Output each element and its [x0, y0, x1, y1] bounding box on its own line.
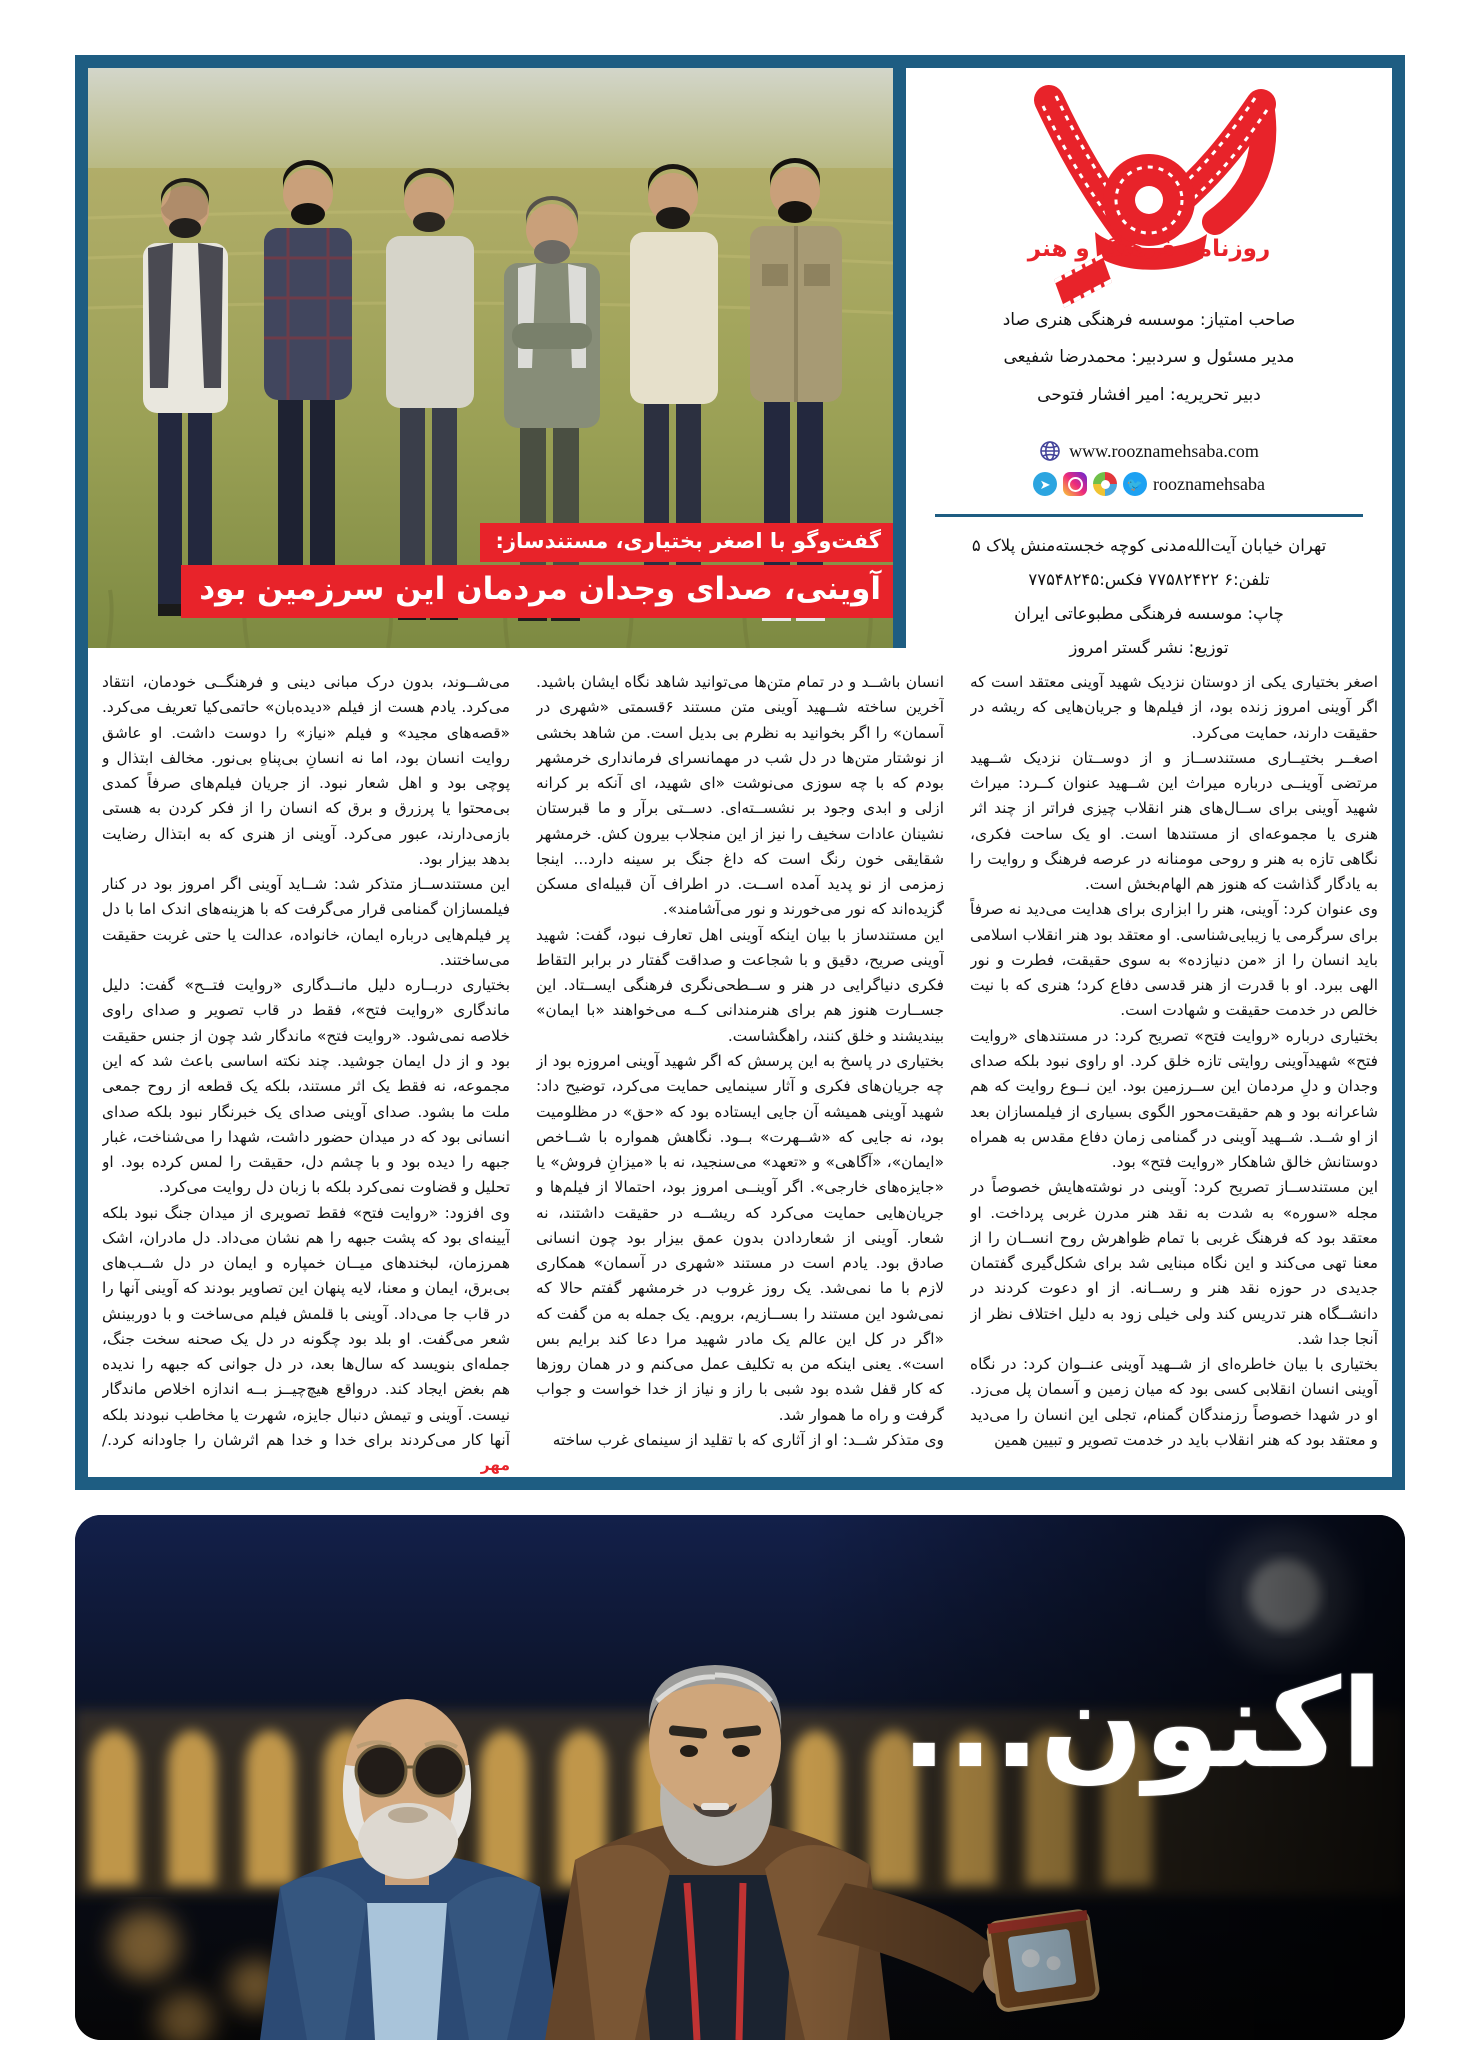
top-section-inner: [88, 68, 1392, 1477]
headline-title: آوینی، صدای وجدان مردمان این سرزمین بود: [181, 565, 893, 618]
twitter-icon[interactable]: 🐦: [1123, 472, 1147, 496]
paragraph: اصغر بختیاری یکی از دوستان نزدیک شهید آوینی معتقد است که اگر آوینی امروز زنده بود، از فیلم‌ها و جریان‌هایی که ریشه در حقیقت دارند، حمایت می‌کرد.: [970, 673, 1378, 742]
paragraph: انسان باشــد و در تمام متن‌ها می‌توانید شاهد نگاه ایشان باشید. آخرین ساخته شــهید آوینی متن مستند ۶قسمتی «شهری در آسمان» را اگر بخوانید به نظرم بی بدیل است. من شاهد بخشی از نوشتار متن‌ها در دل شب در مهمانسرای فرمانداری خرمشهر بودم که با چه سوزی می‌نوشت «ای شهید، ای آنکه بر کرانه ازلی و ابدی وجود بر نشســته‌ای. دســتی برآر و ما قبرستان نشینان عادات سخیف را نیز از این منجلاب بیرون کش. خرمشهر شقایقی خون رنگ است که داغ جنگ بر سینه دارد... اینجا زمزمی از نو پدید آمده اســت. در اطراف آن قبیله‌ای مسکن گزیده‌اند که نور می‌خورند و نور می‌آشامند».: [536, 673, 944, 919]
article-column-2: [536, 670, 944, 1477]
paragraph: این مستندســاز متذکر شد: شــاید آوینی اگر امروز بود در کنار فیلمسازان گمنامی قرار می‌گرفت که با هزینه‌های اندک اما با دل پر فیلم‌هایی درباره ایمان، خانواده، عدالت یا حتی غربت حقیقت می‌ساختند.: [102, 875, 510, 969]
newspaper-tagline: روزنامه فرهنگ و هنر: [1027, 236, 1271, 262]
editorial-secretary-line: دبیر تحریریه: امیر افشار فتوحی: [1037, 384, 1261, 405]
paragraph: بختیاری با بیان خاطره‌ای از شــهید آوینی عنــوان کرد: در نگاه آوینی انسان انقلابی کسی بود که میان زمین و آسمان پل می‌زد. او در شهدا خصوصاً رزمندگان گمنام، تجلی این انسان را می‌دید و معتقد بود که هنر انقلاب باید در خدمت تصویر و تبیین همین: [970, 1355, 1378, 1449]
photo-masthead-divider: [893, 68, 906, 648]
article-column-3: [102, 670, 510, 1477]
paragraph: بختیاری درباره «روایت فتح» تصریح کرد: در مستندهای «روایت فتح» شهیدآوینی روایتی تازه خلق کرد. او راوی نبود بلکه صدای وجدان و دلِ مردمان این ســرزمین بود. این نــوع روایت که هم شاعرانه بود و هم حقیقت‌محور الگوی بسیاری از فیلمسازان بعد از او شــد. شــهید آوینی در گمنامی زمان دفاع مقدس به همراه دوستانش خالق شاهکار «روایت فتح» بود.: [970, 1026, 1378, 1172]
contact-block: [906, 529, 1392, 664]
article-body: [88, 661, 1392, 1477]
printing-line: چاپ: موسسه فرهنگی مطبوعاتی ایران: [1014, 603, 1284, 623]
address-line: تهران خیابان آیت‌الله‌مدنی کوچه خجسته‌منش پلاک ۵: [971, 536, 1327, 556]
masthead-divider-rule: [935, 514, 1363, 517]
website-url[interactable]: www.rooznamehsaba.com: [1069, 440, 1259, 461]
article-column-1: [970, 670, 1378, 1477]
paragraph: [102, 1201, 510, 1477]
paragraph: می‌شــوند، بدون درک مبانی دینی و فرهنگــی خودمان، انتقاد می‌کرد. یادم هست از فیلم «دیده‌بان» حاتمی‌کیا تعریف می‌کرد. «قصه‌های مجید» و فیلم «نیاز» را دوست داشت. او عاشق روایت انسان بود، اما نه انسانِ بی‌پناهِ بی‌نور. مخالف ابتذال و پوچی بود و اهل شعار نبود. از جریان فیلم‌های صرفاً کمدی بی‌محتوا یا پرزرق و برق که انسان را از فکر کردن به هستی بازمی‌دارند، عبور می‌کرد. آوینی از هنری که به ابتذال رضایت بدهد بیزار بود.: [102, 673, 510, 868]
paragraph: بختیاری دربــاره دلیل مانــدگاری «روایت فتــح» گفت: دلیل ماندگاری «روایت فتح»، فقط در قاب تصویر و صدای راوی خلاصه نمی‌شود. «روایت فتح» ماندگار شد چون از جنس حقیقت بود و از دل ایمان جوشید. چند نکته اساسی باعث شد که این مجموعه، نه فقط یک اثر مستند، بلکه یک قطعه از روح جمعی ملت ما بشود. صدای آوینی صدای یک خبرنگار نبود بلکه صدای انسانی بود که در میدان حضور داشت، شهدا را می‌شناخت، غبار جبهه را دیده بود و با چشم دل، حقیقت را لمس کرده بود. او تحلیل و قضاوت نمی‌کرد بلکه با زبان دل روایت می‌کرد.: [102, 976, 510, 1197]
paragraph: اصغــر بختیــاری مستندســاز و از دوســتان نزدیک شــهید مرتضی آوینــی درباره میراث این شــهید عنوان کــرد: میراث شهید آوینی برای ســال‌های هنر انقلاب چیزی فراتر از چند اثر هنری یا مجموعه‌ای از مستندها است. او یک ساحت فکری، نگاهی تازه به هنر و روحی مومنانه در عرصه فرهنگ و روایت را به یادگار گذاشت که هنوز هم الهام‌بخش است.: [970, 748, 1378, 894]
masthead-credits: [906, 302, 1392, 414]
news-agency-tag: مهر: [480, 1456, 510, 1475]
headline-kicker: گفت‌وگو با اصغر بختیاری، مستندساز:: [480, 523, 893, 562]
telegram-icon[interactable]: ➤: [1033, 472, 1057, 496]
instagram-icon[interactable]: [1063, 472, 1087, 496]
paragraph: وی عنوان کرد: آوینی، هنر را ابزاری برای هدایت می‌دید نه صرفاً برای سرگرمی یا زیبایی‌شناسی. او معتقد بود هنر انقلاب اسلامی باید انسان را از «من دنیازده» به سوی حقیقت، فطرت و نور الهی ببرد. او با قدرت از هنر قدسی دفاع کرد؛ هنری که با نیت خالص در خدمت حقیقت و شهادت است.: [970, 900, 1378, 1020]
paragraph: وی متذکر شــد: او از آثاری که با تقلید از سینمای غرب ساخته: [552, 1430, 944, 1449]
distribution-line: توزیع: نشر گستر امروز: [1069, 637, 1229, 657]
globe-icon: [1039, 440, 1061, 462]
promo-banner: [75, 1515, 1405, 2040]
publisher-line: صاحب امتیاز: موسسه فرهنگی هنری صاد: [1002, 310, 1296, 330]
masthead-panel: [906, 68, 1392, 657]
paragraph: این مستندساز با بیان اینکه آوینی اهل تعارف نبود، گفت: شهید آوینی صریح، دقیق و با شجاعت و صداقت گفتار در برابر التقاط فکری دنیاگرایی در هنر و ســطحی‌نگری فرهنگی ایســتاد. این جســارت هنوز هم برای هنرمندانی کــه می‌خواهند «با ایمان» بیندیشند و خلق کنند، راهگشاست.: [536, 925, 944, 1045]
paragraph: این مستندســاز تصریح کرد: آوینی در نوشته‌هایش خصوصاً در مجله «سوره» به شدت به نقد هنر مدرن غربی پرداخت. او معتقد بود که فرهنگ غربی با تمام ظواهرش روح انســان را از معنا تهی می‌کند و این نگاه مبنایی شد برای شکل‌گیری گفتمان جدیدی در حوزه نقد هنر و رســانه. از او دعوت کردند در دانشــگاه هنر تدریس کند ولی خیلی زود به دلیل اختلاف نظر از آنجا جدا شد.: [970, 1178, 1378, 1348]
aknoon-logotype: اکنون...: [900, 1653, 1383, 1795]
social-handle[interactable]: rooznamehsaba: [1153, 473, 1265, 494]
aparat-icon[interactable]: [1093, 472, 1117, 496]
managing-editor-line: مدیر مسئول و سردبیر: محمدرضا شفیعی: [1003, 347, 1295, 368]
group-photo: [88, 68, 893, 648]
paragraph-text: وی افزود: «روایت فتح» فقط تصویری از میدان جنگ نبود بلکه آیینه‌ای بود که پشت جبهه را هم نشان می‌داد. دل مادران، اشک همرزمان، لبخندهای میــان خمپاره و ایمان در دل شــب‌های بی‌برق، ایمان و معنا، لایه پنهان این تصاویر بودند که آوینی آنها را در قاب جا می‌داد. آوینی با قلمش فیلم می‌ساخت و با دوربینش شعر می‌گفت. او بلد بود چگونه در دل یک صحنه سخت جنگ، جمله‌ای بنویسد که سال‌ها بعد، در دل جوانی که جبهه را ندیده هم بغض ایجاد کند. درواقع هیچ‌چیــز بــه اندازه اخلاص ماندگار نیست. آوینی و تیمش دنبال جایزه، شهرت یا مخاطب نبودند بلکه آنها کار می‌کردند برای خدا و خدا هم اثرشان را جاودانه کرد./: [102, 1203, 510, 1449]
top-section-frame: [75, 55, 1405, 1490]
paragraph: بختیاری در پاسخ به این پرسش که اگر شهید آوینی امروزه بود از چه جریان‌های فکری و آثار سینمایی حمایت می‌کرد، توضیح داد: شهید آوینی همیشه آن جایی ایستاده بود که «حق» در مظلومیت بود، نه جایی که «شــهرت» بــود. نگاهش همواره با شــاخص «ایمان»، «آگاهی» و «تعهد» می‌سنجید، نه با «میزانِ فروش» یا «جایزه‌های خارجی». اگر آوینــی امروز بود، احتمالا از فیلم‌ها و جریان‌هایی حمایت می‌کرد که ریشــه در حقیقت داشتند، نه شعار. آوینی از شعاردادن بدون عمق بیزار بود چون انسانی صادق بود. یادم است در مستند «شهری در آسمان» همکاری لازم با ما نمی‌شد. یک روز غروب در خرمشهر گفتم حالا که نمی‌شود این مستند را بســازیم، برویم. یک جمله به من گفت که «اگر در کل این عالم یک مادر شهید مرا دعا کند برایم بس است». یعنی اینکه من به تکلیف عمل می‌کنم و در همان روزها که کار قفل شده بود شبی با راز و نیاز از خدا خواست و جواب گرفت و راه ما هموار شد.: [536, 1051, 944, 1424]
phone-fax-line: تلفن:۶ ۷۷۵۸۲۴۲۲ فکس:۷۷۵۴۸۲۴۵: [1028, 569, 1270, 589]
